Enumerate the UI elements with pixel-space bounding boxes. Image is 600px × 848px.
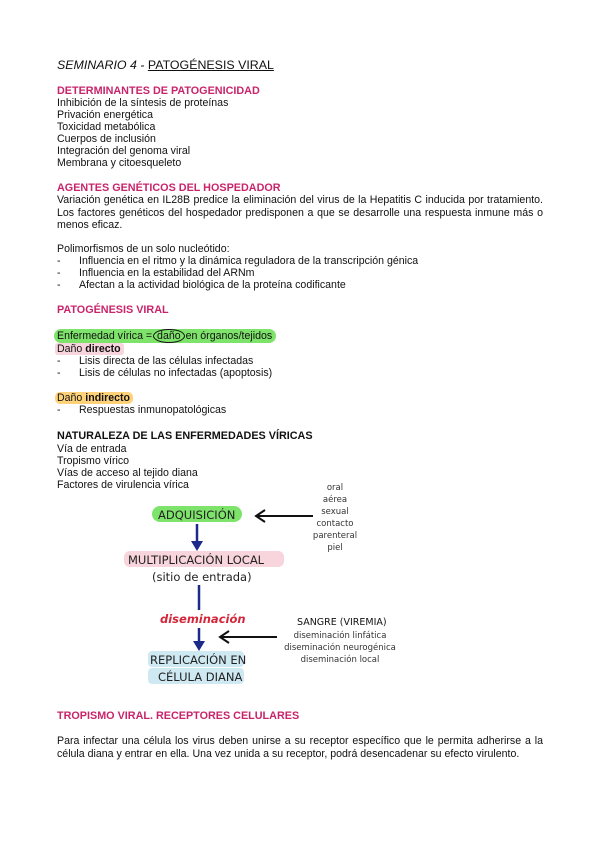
sangre-label: SANGRE (VIREMIA) <box>297 617 387 628</box>
enf-suffix: en órganos/tejidos <box>182 330 273 342</box>
determinante-item: Inhibición de la síntesis de proteínas <box>57 97 229 109</box>
poly-intro: Polimorfismos de un solo nucleótido: <box>57 243 230 255</box>
title-main: PATOGÉNESIS VIRAL <box>147 58 274 72</box>
route-item: contacto <box>316 519 354 529</box>
indirecto-bold: indirecto <box>85 392 131 404</box>
bullet-dash: - <box>57 404 61 416</box>
determinante-item: Toxicidad metabólica <box>57 121 156 133</box>
arrow-left-icon <box>220 631 277 643</box>
sitio-entrada-label: (sitio de entrada) <box>152 570 252 584</box>
heading-agentes: AGENTES GENÉTICOS DEL HOSPEDADOR <box>57 182 281 194</box>
diseminacion-label: diseminación <box>160 612 246 626</box>
enf-prefix: Enfermedad vírica = <box>57 330 156 342</box>
bullet-dash: - <box>57 367 61 379</box>
directo-item-text: Lisis directa de las células infectadas <box>79 355 254 367</box>
multiplicacion-label: MULTIPLICACIÓN LOCAL <box>128 553 265 567</box>
poly-item-text: Influencia en la estabilidad del ARNm <box>79 267 255 279</box>
agentes-paragraph: Variación genética en IL28B predice la eliminación del virus de la Hepatitis C inducida por tratamiento. Los factores genéticos del hospedador predisponen a que se desarrolle una respuesta inmune más o menos eficaz. <box>57 194 543 231</box>
bullet-dash: - <box>57 355 61 367</box>
route-item: sexual <box>321 507 349 517</box>
directo-prefix: Daño <box>57 343 86 355</box>
heading-patogenesis: PATOGÉNESIS VIRAL <box>57 304 169 316</box>
determinante-item: Membrana y citoesqueleto <box>57 157 182 169</box>
naturaleza-item: Vía de entrada <box>57 443 127 455</box>
directo-item-text: Lisis de células no infectadas (apoptosis) <box>79 367 273 379</box>
heading-naturaleza: NATURALEZA DE LAS ENFERMEDADES VÍRICAS <box>57 430 313 442</box>
route-list <box>310 482 360 554</box>
route-item: aérea <box>322 495 348 505</box>
bullet-dash: - <box>57 267 61 279</box>
tropismo-paragraph: Para infectar una célula los virus deben unirse a su receptor específico que le permita adherirse a la célula diana y entrar en ella. Una vez unida a su receptor, podrá desencadenar su efecto virulento. <box>57 735 543 760</box>
directo-bold: directo <box>85 343 121 355</box>
replicacion-label-2: CÉLULA DIANA <box>158 670 243 684</box>
circled-word: daño <box>153 329 185 343</box>
poly-item-text: Afectan a la actividad biológica de la proteína codificante <box>79 279 346 291</box>
arrow-down-icon <box>193 628 205 651</box>
replicacion-label-1: REPLICACIÓN EN <box>150 653 247 667</box>
arrow-left-icon <box>256 510 313 522</box>
diseminacion-item: diseminación local <box>300 655 380 665</box>
adquisicion-label: ADQUISICIÓN <box>158 508 236 522</box>
determinante-item: Integración del genoma viral <box>57 145 191 157</box>
heading-determinantes: DETERMINANTES DE PATOGENICIDAD <box>57 85 260 97</box>
bullet-dash: - <box>57 279 61 291</box>
route-item: parenteral <box>312 531 358 541</box>
diseminacion-item: diseminación linfática <box>293 631 387 641</box>
diseminacion-list <box>284 630 396 666</box>
naturaleza-item: Factores de virulencia vírica <box>57 479 189 491</box>
determinante-item: Privación energética <box>57 109 153 121</box>
poly-item-text: Influencia en el ritmo y la dinámica reguladora de la transcripción génica <box>79 255 419 267</box>
diseminacion-item: diseminación neurogénica <box>284 643 396 653</box>
route-item: oral <box>326 483 344 493</box>
indirecto-prefix: Daño <box>57 392 86 404</box>
naturaleza-item: Vías de acceso al tejido diana <box>57 467 198 479</box>
heading-tropismo: TROPISMO VIRAL. RECEPTORES CELULARES <box>57 710 300 722</box>
indirecto-item-text: Respuestas inmunopatológicas <box>79 404 227 416</box>
naturaleza-item: Tropismo vírico <box>57 455 130 467</box>
route-item: piel <box>327 543 343 553</box>
bullet-dash: - <box>57 255 61 267</box>
title-prefix: SEMINARIO 4 - <box>57 58 145 72</box>
arrow-down-icon <box>191 524 203 551</box>
determinante-item: Cuerpos de inclusión <box>57 133 156 145</box>
